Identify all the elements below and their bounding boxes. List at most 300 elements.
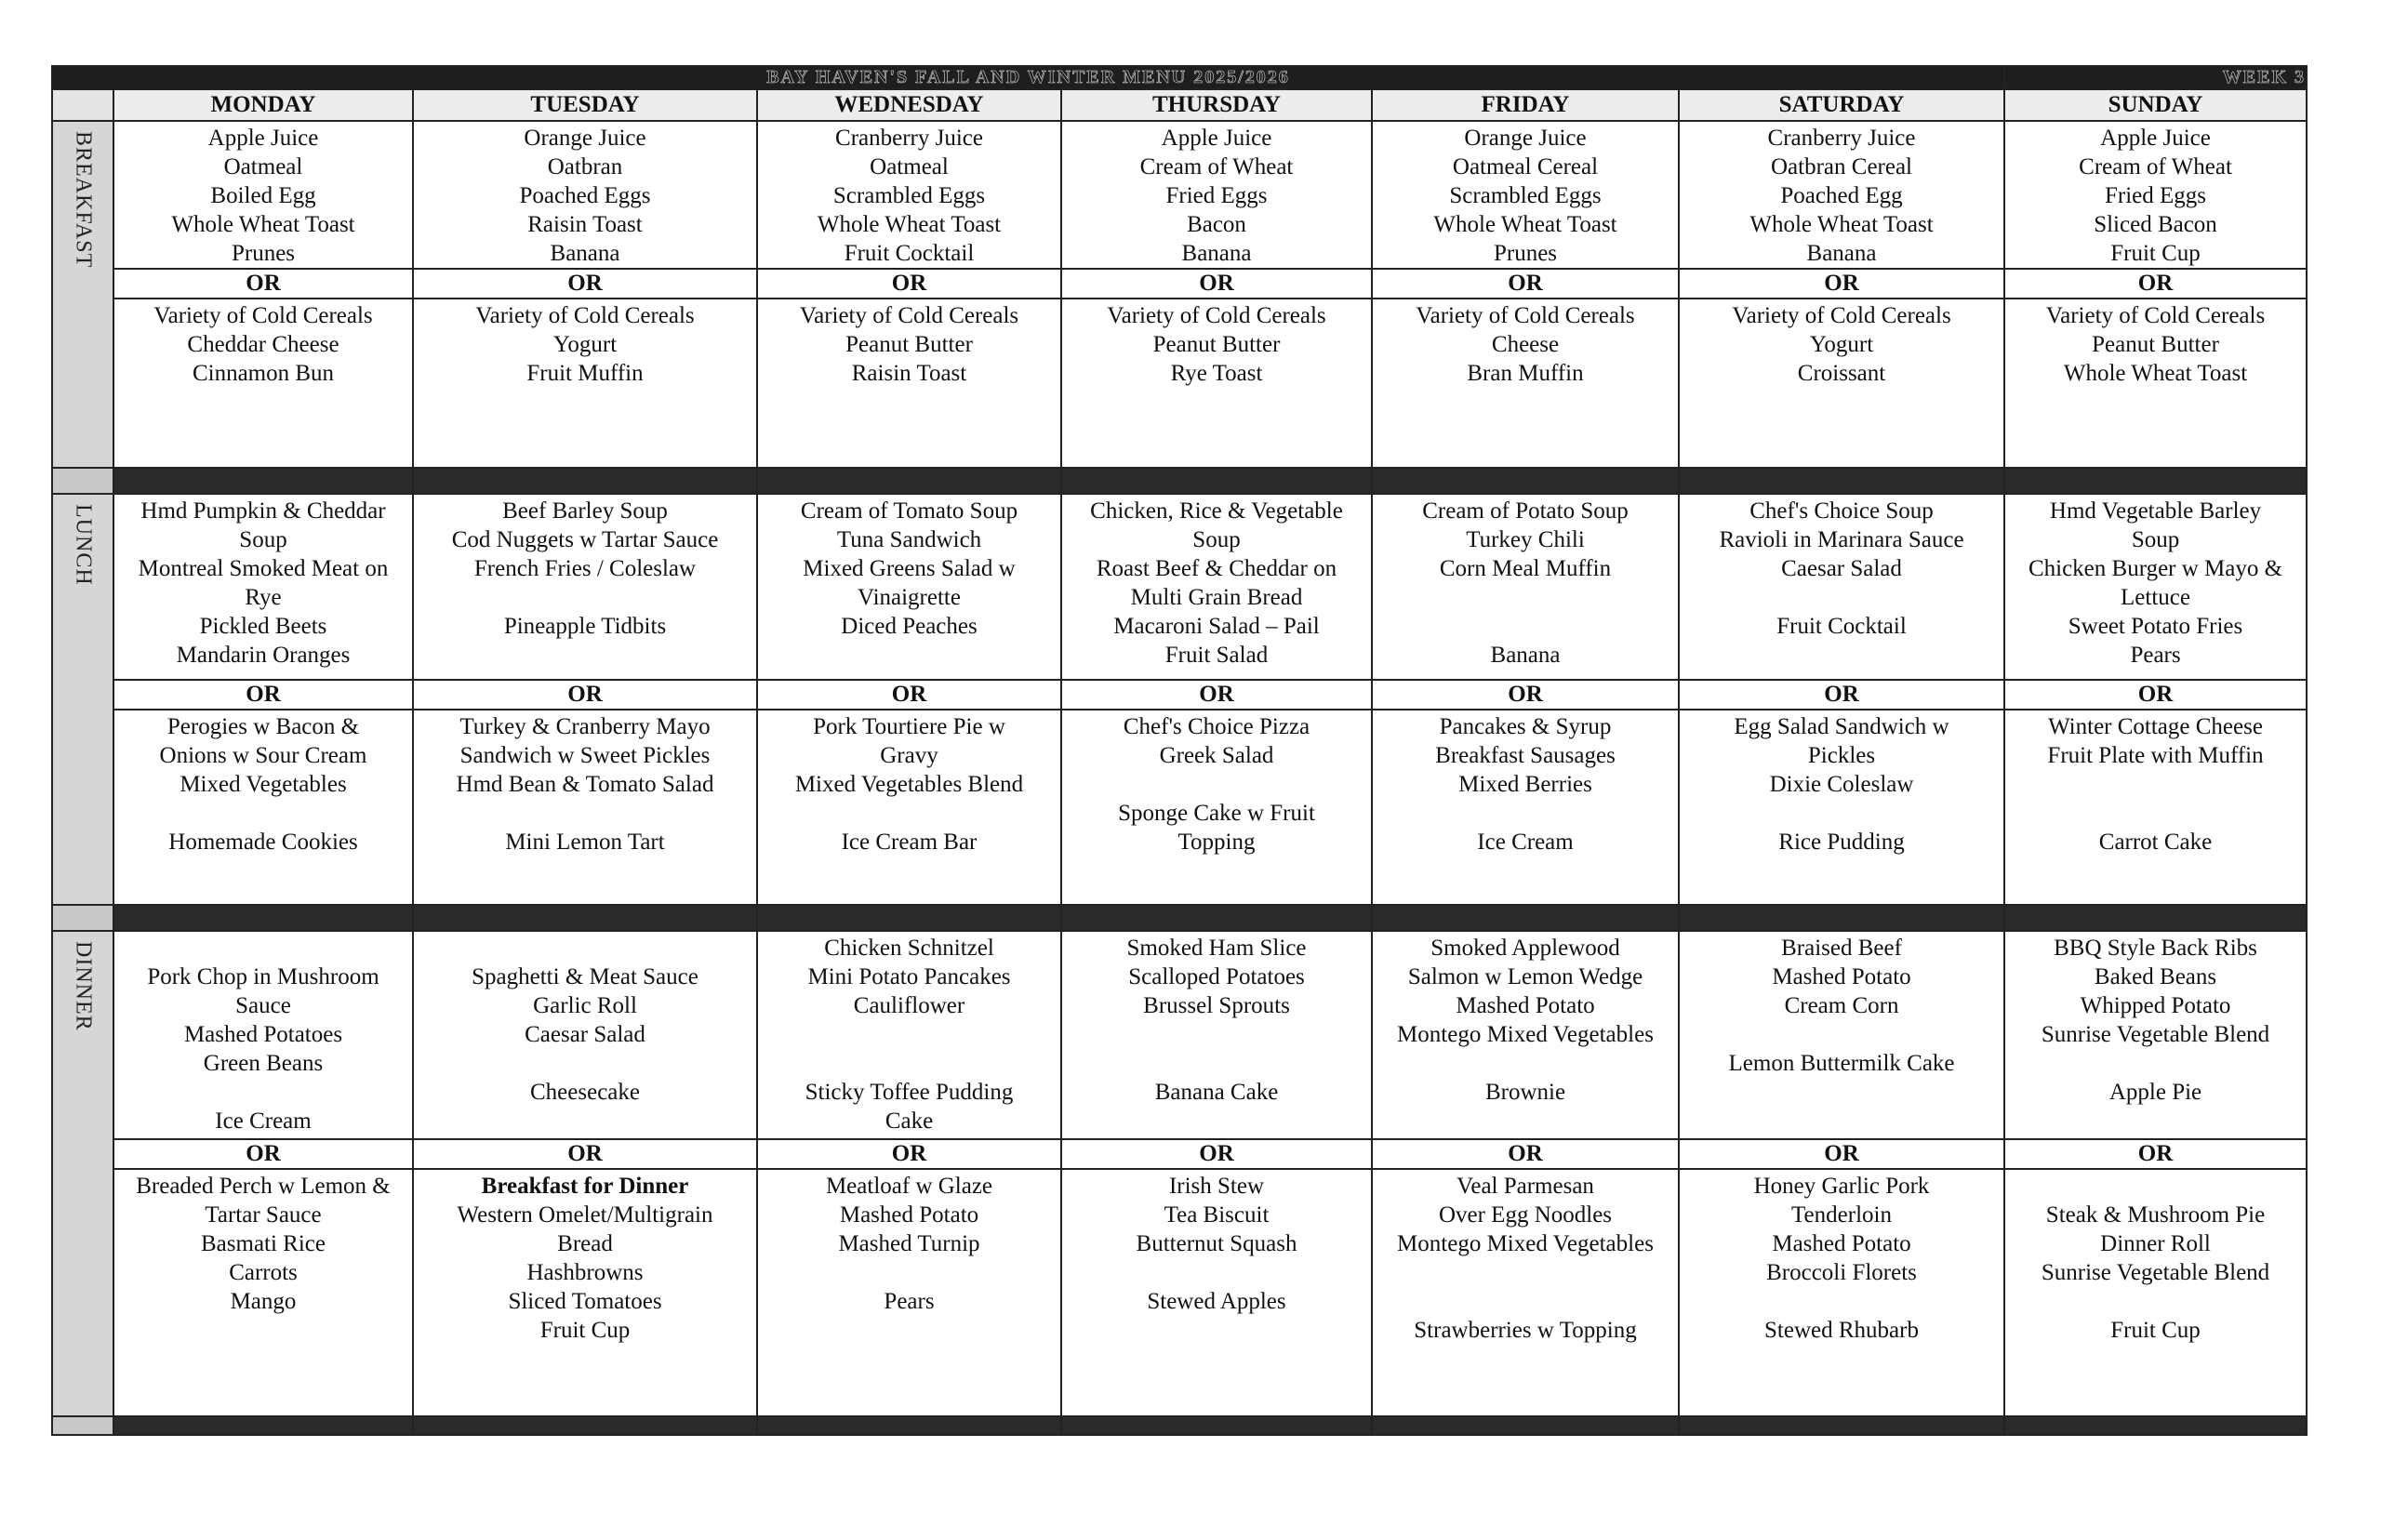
menu-item: Meatloaf w Glaze [825,1174,993,1199]
dinner-alt-wednesday [757,1169,1061,1416]
dinner-alt-monday [113,1169,413,1416]
breakfast-alt-sunday [2004,299,2307,468]
lunch-or-monday: OR [113,680,413,710]
day-header-saturday: SATURDAY [1679,89,2004,121]
menu-item: Poached Eggs [519,183,651,208]
menu-item: Chicken, Rice & Vegetable [1090,498,1343,524]
menu-item: Oatmeal Cereal [1452,154,1599,179]
breakfast-main-wednesday [757,121,1061,269]
menu-item: Western Omelet/Multigrain [457,1202,713,1228]
menu-item: Poached Egg [1780,183,1903,208]
lunch-or-saturday: OR [1679,680,2004,710]
menu-item: Ravioli in Marinara Sauce [1719,527,1964,552]
menu-item: Oatmeal [870,154,949,179]
breakfast-main-tuesday [413,121,757,269]
menu-item: Fruit Muffin [526,361,644,386]
menu-item: Fruit Plate with Muffin [2047,743,2264,768]
menu-item: Breaded Perch w Lemon & [136,1174,391,1199]
lunch-section-label: LUNCH [71,504,96,586]
menu-item [414,934,756,962]
menu-item: Cinnamon Bun [192,361,335,386]
menu-item: Mixed Berries [1458,772,1592,797]
menu-item: Whole Wheat Toast [817,212,1002,237]
menu-item: Cream of Potato Soup [1422,498,1629,524]
menu-item: Homemade Cookies [168,830,358,855]
menu-item [1680,799,2003,828]
day-header-friday: FRIDAY [1372,89,1679,121]
menu-item: Tuna Sandwich [836,527,982,552]
separator-cell [1061,905,1372,931]
menu-item: Croissant [1797,361,1886,386]
menu-item: Fruit Cup [2110,241,2201,266]
day-header-tuesday: TUESDAY [413,89,757,121]
lunch-main-friday [1372,494,1679,680]
menu-item: Veal Parmesan [1457,1174,1594,1199]
menu-item: Perogies w Bacon & [166,714,360,739]
separator-cell [1372,905,1679,931]
menu-item: Oatbran [547,154,623,179]
menu-item: Prunes [231,241,296,266]
menu-item: Smoked Applewood [1430,936,1620,961]
lunch-alt-row [52,710,2307,905]
menu-item: Rye Toast [1170,361,1263,386]
dinner-main-friday [1372,931,1679,1139]
menu-item: Montreal Smoked Meat on [138,556,389,581]
lunch-main-saturday [1679,494,2004,680]
dinner-or-wednesday: OR [757,1139,1061,1169]
menu-item: Salmon w Lemon Wedge [1407,964,1643,989]
lunch-or-friday: OR [1372,680,1679,710]
lunch-or-wednesday: OR [757,680,1061,710]
separator-cell [1061,468,1372,494]
menu-item [2005,1287,2306,1316]
menu-item: Cream Corn [1784,993,1899,1018]
menu-item [1373,612,1678,641]
menu-item: Scrambled Eggs [832,183,986,208]
dinner-main-row [52,931,2307,1139]
menu-item: Mashed Potato [1772,964,1911,989]
menu-item: Whole Wheat Toast [1433,212,1617,237]
separator-cell [1679,905,2004,931]
menu-item [758,1049,1060,1078]
menu-item [1373,583,1678,612]
lunch-or-row [52,680,2307,710]
menu-item: Lemon Buttermilk Cake [1728,1051,1955,1076]
menu-item [1373,1049,1678,1078]
menu-item: Peanut Butter [845,332,973,357]
separator-cell [52,905,113,931]
menu-item: Dinner Roll [2100,1231,2211,1256]
menu-item [758,799,1060,828]
menu-item: Sauce [235,993,291,1018]
lunch-section-label-cell [52,494,113,905]
bottom-border-row [52,1416,2307,1435]
lunch-alt-thursday [1061,710,1372,905]
dinner-alt-saturday [1679,1169,2004,1416]
menu-item: Fruit Cocktail [844,241,975,266]
menu-item: Corn Meal Muffin [1439,556,1612,581]
menu-item: Egg Salad Sandwich w [1734,714,1949,739]
separator-cell [1372,468,1679,494]
menu-item: Sticky Toffee Pudding [805,1080,1014,1105]
menu-item: Banana [550,241,620,266]
breakfast-alt-thursday [1061,299,1372,468]
separator-cell [113,905,413,931]
breakfast-or-sunday: OR [2004,269,2307,299]
menu-item: Steak & Mushroom Pie [2045,1202,2266,1228]
breakfast-alt-saturday [1679,299,2004,468]
menu-item: Brussel Sprouts [1143,993,1290,1018]
menu-item: Fruit Cup [2110,1318,2201,1343]
menu-item: Pickled Beets [199,614,327,639]
menu-item: Scalloped Potatoes [1128,964,1305,989]
menu-item: Chicken Burger w Mayo & [2028,556,2283,581]
lunch-alt-friday [1372,710,1679,905]
menu-item: Strawberries w Topping [1414,1318,1637,1343]
menu-item: Greek Salad [1159,743,1274,768]
menu-item: Fruit Salad [1164,643,1269,668]
section-separator [52,468,2307,494]
menu-item: Sandwich w Sweet Pickles [459,743,711,768]
section-separator [52,905,2307,931]
menu-item: Apple Juice [207,126,319,151]
menu-item [1062,1049,1371,1078]
separator-cell [2004,905,2307,931]
dinner-main-saturday [1679,931,2004,1139]
menu-item: Roast Beef & Cheddar on [1096,556,1337,581]
menu-item: Spaghetti & Meat Sauce [472,964,698,989]
menu-item [414,1049,756,1078]
menu-item: Honey Garlic Pork [1753,1174,1930,1199]
menu-title: BAY HAVEN'S FALL AND WINTER MENU 2025/2026 [52,66,2004,89]
dinner-alt-tuesday [413,1169,757,1416]
separator-cell [1679,468,2004,494]
lunch-main-sunday [2004,494,2307,680]
menu-item: Variety of Cold Cereals [153,303,373,328]
menu-item: Whole Wheat Toast [2063,361,2248,386]
menu-item: Pancakes & Syrup [1439,714,1612,739]
menu-item: Hmd Vegetable Barley [2049,498,2262,524]
menu-item [1373,1258,1678,1287]
separator-cell [113,1416,413,1435]
menu-item: Bread [557,1231,613,1256]
menu-item: Variety of Cold Cereals [1107,303,1326,328]
menu-item: Basmati Rice [201,1231,326,1256]
breakfast-or-monday: OR [113,269,413,299]
menu-item [414,799,756,828]
menu-item: Ice Cream [1477,830,1574,855]
menu-item: Soup [1192,527,1241,552]
menu-item: Raisin Toast [851,361,967,386]
menu-item [1062,1258,1371,1287]
menu-item: Mini Lemon Tart [505,830,665,855]
menu-item: Ice Cream [215,1109,312,1134]
menu-item: Pears [884,1289,935,1314]
breakfast-alt-monday [113,299,413,468]
dinner-main-thursday [1061,931,1372,1139]
menu-item: Over Egg Noodles [1438,1202,1613,1228]
menu-item: Carrots [229,1260,298,1285]
menu-item: BBQ Style Back Ribs [2054,936,2257,961]
menu-item: Oatbran Cereal [1771,154,1913,179]
lunch-main-monday [113,494,413,680]
menu-item: French Fries / Coleslaw [473,556,697,581]
menu-item: Sunrise Vegetable Blend [2041,1022,2270,1047]
breakfast-or-saturday: OR [1679,269,2004,299]
menu-item: Montego Mixed Vegetables [1397,1022,1654,1047]
menu-item [1680,1287,2003,1316]
separator-cell [1679,1416,2004,1435]
dinner-or-monday: OR [113,1139,413,1169]
lunch-alt-sunday [2004,710,2307,905]
menu-item: Scrambled Eggs [1449,183,1602,208]
menu-item [758,1258,1060,1287]
menu-item: Variety of Cold Cereals [475,303,695,328]
menu-item: Mango [230,1289,297,1314]
menu-item: Apple Juice [2100,126,2211,151]
dinner-main-monday [113,931,413,1139]
separator-cell [413,1416,757,1435]
separator-cell [52,1416,113,1435]
dinner-main-sunday [2004,931,2307,1139]
menu-item: Mini Potato Pancakes [807,964,1011,989]
day-header-wednesday: WEDNESDAY [757,89,1061,121]
dinner-or-friday: OR [1372,1139,1679,1169]
menu-item [2005,770,2306,799]
menu-item: Mandarin Oranges [176,643,351,668]
menu-item: Cauliflower [853,993,965,1018]
menu-item [114,799,412,828]
menu-item: Sliced Tomatoes [508,1289,662,1314]
menu-item: Stewed Rhubarb [1764,1318,1919,1343]
dinner-main-tuesday [413,931,757,1139]
menu-item: Tartar Sauce [205,1202,322,1228]
day-header-monday: MONDAY [113,89,413,121]
menu-item: Mashed Potatoes [183,1022,343,1047]
lunch-main-row [52,494,2307,680]
menu-item [114,934,412,962]
menu-item: Ice Cream Bar [841,830,978,855]
menu-item: Cranberry Juice [835,126,983,151]
menu-item: Breakfast Sausages [1435,743,1616,768]
header-corner [52,89,113,121]
menu-item: Bacon [1187,212,1246,237]
separator-cell [2004,1416,2307,1435]
menu-item: Peanut Butter [1152,332,1281,357]
menu-item: Cranberry Juice [1767,126,1916,151]
menu-item: Broccoli Florets [1766,1260,1917,1285]
menu-item: Macaroni Salad – Pail [1113,614,1320,639]
menu-item: Orange Juice [524,126,646,151]
breakfast-main-row [52,121,2307,269]
menu-item: Chef's Choice Soup [1749,498,1934,524]
breakfast-main-monday [113,121,413,269]
menu-item: Banana [1490,643,1561,668]
menu-item [1373,1287,1678,1316]
menu-item: Cheddar Cheese [187,332,339,357]
menu-item: Cheesecake [530,1080,640,1105]
menu-item: Montego Mixed Vegetables [1397,1231,1654,1256]
menu-item: Vinaigrette [858,585,961,610]
dinner-or-sunday: OR [2004,1139,2307,1169]
breakfast-alt-friday [1372,299,1679,468]
menu-item: Turkey Chili [1466,527,1585,552]
menu-item [414,583,756,612]
menu-item: Apple Juice [1161,126,1272,151]
menu-item: Sliced Bacon [2094,212,2217,237]
menu-item: Sunrise Vegetable Blend [2041,1260,2270,1285]
menu-item: Sponge Cake w Fruit [1118,801,1315,826]
dinner-alt-row [52,1169,2307,1416]
menu-item [1062,1020,1371,1049]
menu-item: Oatmeal [223,154,303,179]
lunch-main-wednesday [757,494,1061,680]
menu-item: Tenderloin [1791,1202,1892,1228]
menu-item: Banana Cake [1154,1080,1279,1105]
menu-item: Raisin Toast [527,212,643,237]
menu-item: Brownie [1484,1080,1566,1105]
menu-item: Rice Pudding [1778,830,1905,855]
breakfast-or-wednesday: OR [757,269,1061,299]
menu-item: Carrot Cake [2098,830,2213,855]
menu-item: Mixed Vegetables Blend [794,772,1024,797]
dinner-or-saturday: OR [1679,1139,2004,1169]
separator-cell [1372,1416,1679,1435]
menu-item: Peanut Butter [2092,332,2219,357]
menu-item: Mashed Turnip [838,1231,980,1256]
menu-item: Irish Stew [1168,1174,1265,1199]
menu-item: Butternut Squash [1136,1231,1297,1256]
lunch-or-thursday: OR [1061,680,1372,710]
breakfast-or-thursday: OR [1061,269,1372,299]
breakfast-or-friday: OR [1372,269,1679,299]
lunch-alt-monday [113,710,413,905]
menu-item: Prunes [1493,241,1558,266]
menu-item: Diced Peaches [841,614,978,639]
lunch-or-sunday: OR [2004,680,2307,710]
menu-item: Garlic Roll [533,993,637,1018]
menu-item: Fried Eggs [1165,183,1268,208]
menu-item: Mashed Potato [1772,1231,1911,1256]
menu-item: Multi Grain Bread [1130,585,1303,610]
dinner-alt-thursday [1061,1169,1372,1416]
menu-item: Lettuce [2121,585,2190,610]
menu-item: Caesar Salad [1781,556,1902,581]
separator-cell [1061,1416,1372,1435]
dinner-alt-sunday [2004,1169,2307,1416]
menu-item: Stewed Apples [1147,1289,1286,1314]
separator-cell [757,468,1061,494]
menu-item [114,1078,412,1107]
menu-item [2005,1172,2306,1201]
menu-item: Variety of Cold Cereals [799,303,1019,328]
dinner-section-label-cell [52,931,113,1416]
breakfast-section-label-cell [52,121,113,468]
menu-item: Whole Wheat Toast [171,212,355,237]
breakfast-section-label: BREAKFAST [71,131,96,269]
menu-item: Braised Beef [1781,936,1902,961]
dinner-section-label: DINNER [71,941,96,1031]
dinner-alt-friday [1372,1169,1679,1416]
dinner-main-wednesday [757,931,1061,1139]
menu-item: Tea Biscuit [1164,1202,1270,1228]
menu-item: Pork Tourtiere Pie w [813,714,1005,739]
day-header-sunday: SUNDAY [2004,89,2307,121]
menu-item [1680,1020,2003,1049]
day-header-thursday: THURSDAY [1061,89,1372,121]
menu-item: Winter Cottage Cheese [2048,714,2263,739]
menu-item: Variety of Cold Cereals [1416,303,1635,328]
separator-cell [413,905,757,931]
menu-item: Banana [1181,241,1252,266]
breakfast-alt-wednesday [757,299,1061,468]
menu-item: Fried Eggs [2105,183,2207,208]
lunch-alt-saturday [1679,710,2004,905]
menu-item [758,1020,1060,1049]
lunch-main-thursday [1061,494,1372,680]
menu-item: Caesar Salad [525,1022,645,1047]
menu-item: Whipped Potato [2080,993,2231,1018]
breakfast-main-thursday [1061,121,1372,269]
menu-item: Baked Beans [2094,964,2217,989]
menu-item: Mashed Potato [1456,993,1595,1018]
menu-item [2005,799,2306,828]
menu-item: Orange Juice [1464,126,1587,151]
menu-item: Pork Chop in Mushroom [147,964,379,989]
menu-item: Mixed Greens Salad w [803,556,1016,581]
menu-item: Hashbrowns [526,1260,644,1285]
separator-cell [413,468,757,494]
menu-item: Chicken Schnitzel [824,936,994,961]
menu-body [52,66,2307,1435]
menu-item: Pickles [1807,743,1876,768]
weekly-menu-table [51,65,2308,1436]
menu-item: Rye [245,585,282,610]
title-row [52,66,2307,89]
menu-item: Mashed Potato [839,1202,979,1228]
menu-item: Hmd Bean & Tomato Salad [456,772,714,797]
lunch-or-tuesday: OR [413,680,757,710]
menu-item: Boiled Egg [210,183,316,208]
menu-item: Cream of Wheat [2079,154,2232,179]
menu-item: Breakfast for Dinner [481,1174,689,1199]
day-header-row [52,89,2307,121]
separator-cell [757,905,1061,931]
dinner-or-thursday: OR [1061,1139,1372,1169]
menu-item: Chef's Choice Pizza [1123,714,1310,739]
menu-item: Cod Nuggets w Tartar Sauce [451,527,719,552]
menu-item: Whole Wheat Toast [1749,212,1934,237]
menu-item: Soup [2131,527,2180,552]
menu-item: Cake [885,1109,934,1134]
menu-item: Cheese [1491,332,1560,357]
menu-item: Green Beans [203,1051,324,1076]
breakfast-alt-tuesday [413,299,757,468]
lunch-alt-tuesday [413,710,757,905]
separator-cell [757,1416,1061,1435]
menu-item: Variety of Cold Cereals [2045,303,2266,328]
menu-item: Bran Muffin [1467,361,1584,386]
menu-item: Apple Pie [2108,1080,2202,1105]
menu-item: Fruit Cup [539,1318,631,1343]
lunch-alt-wednesday [757,710,1061,905]
menu-item: Variety of Cold Cereals [1732,303,1951,328]
menu-item: Dixie Coleslaw [1769,772,1914,797]
menu-item: Cream of Tomato Soup [800,498,1018,524]
menu-item: Mixed Vegetables [180,772,347,797]
breakfast-or-row [52,269,2307,299]
menu-item: Onions w Sour Cream [159,743,367,768]
